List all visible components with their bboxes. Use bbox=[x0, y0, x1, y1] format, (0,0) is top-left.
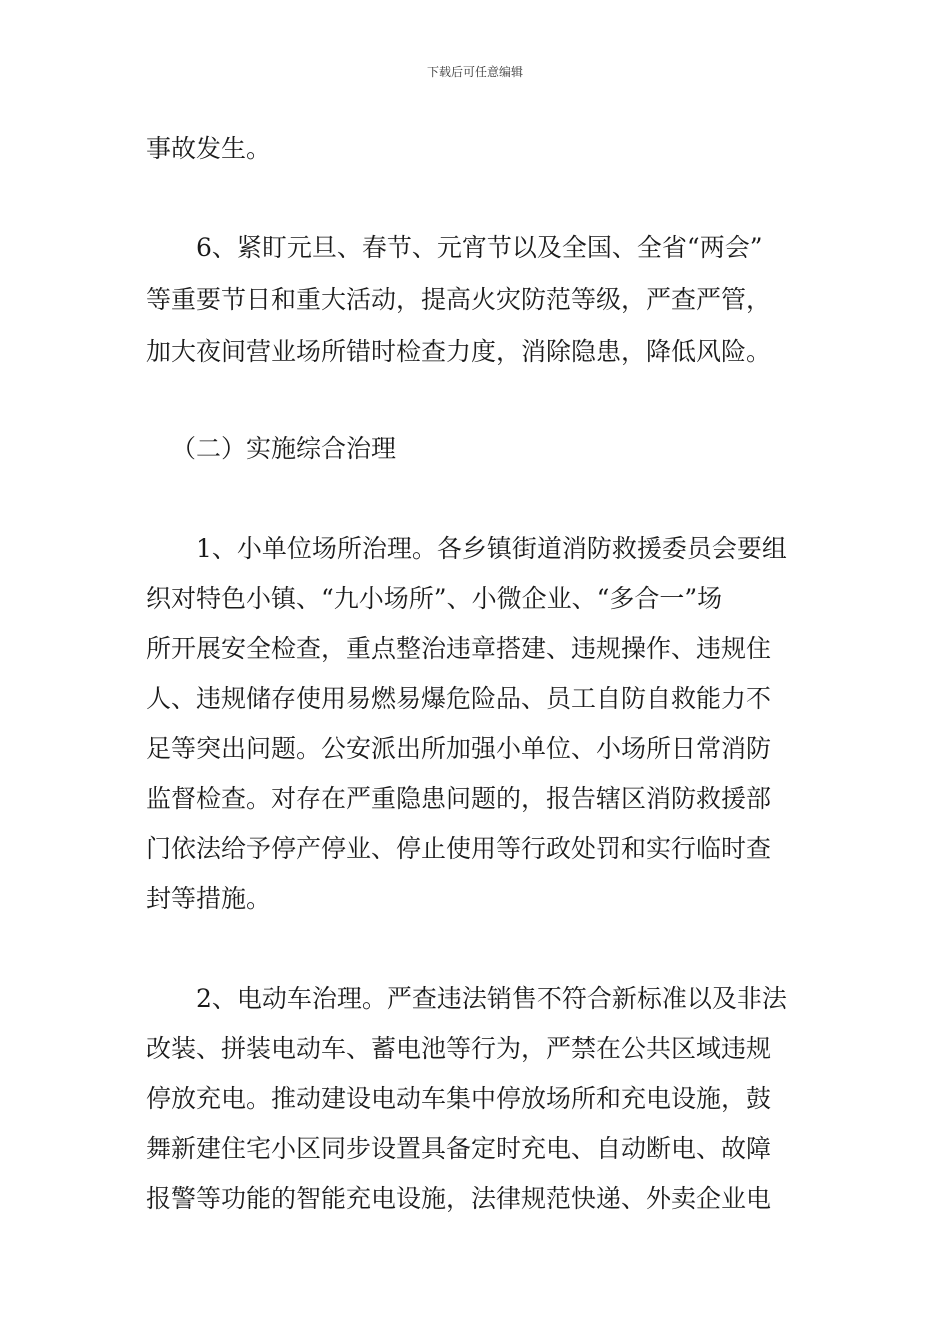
paragraph-line: 织对特色小镇、“九小场所”、小微企业、“多合一”场 bbox=[146, 584, 723, 613]
paragraph-line: 门依法给予停产停业、停止使用等行政处罚和实行临时查 bbox=[146, 834, 772, 863]
paragraph-line: 改装、拼装电动车、蓄电池等行为，严禁在公共区域违规 bbox=[146, 1034, 772, 1063]
paragraph-line: 6、紧盯元旦、春节、元宵节以及全国、全省“两会” bbox=[196, 233, 763, 262]
paragraph-line: 1、小单位场所治理。各乡镇街道消防救援委员会要组 bbox=[196, 534, 787, 563]
paragraph-line: 人、违规储存使用易燃易爆危险品、员工自防自救能力不 bbox=[146, 684, 772, 713]
section-heading: （二）实施综合治理 bbox=[171, 434, 397, 463]
paragraph-line: 加大夜间营业场所错时检查力度，消除隐患，降低风险。 bbox=[146, 337, 772, 366]
paragraph-line: 舞新建住宅小区同步设置具备定时充电、自动断电、故障 bbox=[146, 1134, 772, 1163]
page-header: 下载后可任意编辑 bbox=[426, 65, 523, 79]
paragraph-line: 等重要节日和重大活动，提高火灾防范等级，严查严管， bbox=[146, 285, 772, 314]
paragraph-line: 停放充电。推动建设电动车集中停放场所和充电设施，鼓 bbox=[146, 1084, 772, 1113]
paragraph-line: 所开展安全检查，重点整治违章搭建、违规操作、违规住 bbox=[146, 634, 772, 663]
paragraph-line: 报警等功能的智能充电设施，法律规范快递、外卖企业电 bbox=[146, 1184, 772, 1213]
paragraph-line: 2、电动车治理。严查违法销售不符合新标准以及非法 bbox=[196, 984, 787, 1013]
paragraph-line: 监督检查。对存在严重隐患问题的，报告辖区消防救援部 bbox=[146, 784, 772, 813]
paragraph-line: 足等突出问题。公安派出所加强小单位、小场所日常消防 bbox=[146, 734, 772, 763]
paragraph-line: 事故发生。 bbox=[146, 134, 272, 163]
paragraph-line: 封等措施。 bbox=[146, 884, 272, 913]
